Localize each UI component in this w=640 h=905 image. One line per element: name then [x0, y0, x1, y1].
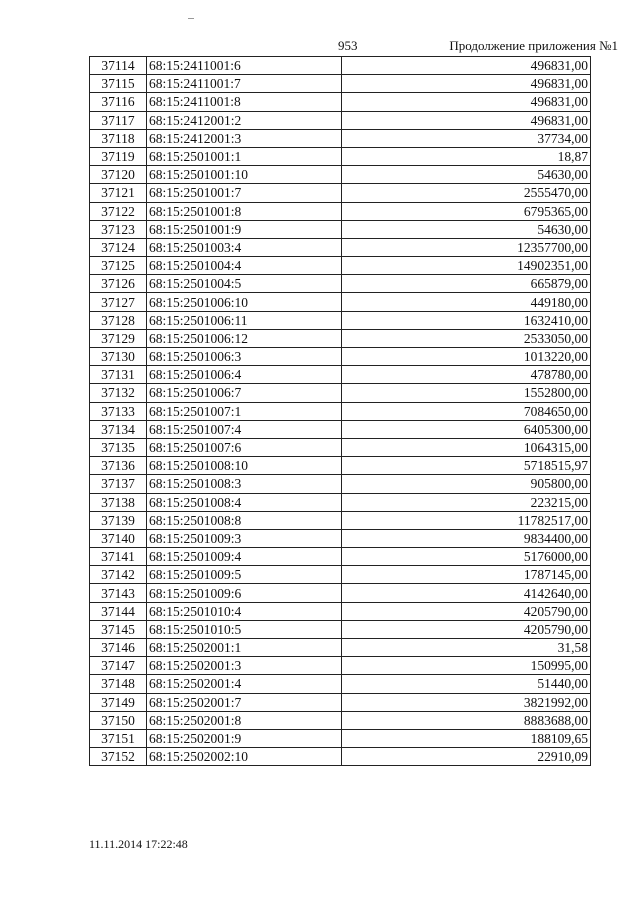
table-body — [90, 57, 591, 766]
row-number-cell: 37132 — [90, 384, 147, 402]
table-row — [90, 657, 591, 675]
table-row — [90, 311, 591, 329]
cadastral-number-cell: 68:15:2501006:3 — [147, 348, 342, 366]
row-number-cell: 37142 — [90, 566, 147, 584]
cadastral-value-cell: 54630,00 — [342, 166, 591, 184]
cadastral-number-cell: 68:15:2501006:11 — [147, 311, 342, 329]
row-number-cell: 37152 — [90, 748, 147, 766]
cadastral-number-cell: 68:15:2411001:8 — [147, 93, 342, 111]
cadastral-number-cell: 68:15:2502001:4 — [147, 675, 342, 693]
cadastral-value-cell: 1013220,00 — [342, 348, 591, 366]
cadastral-value-cell: 9834400,00 — [342, 529, 591, 547]
table-row — [90, 75, 591, 93]
table-row — [90, 729, 591, 747]
cadastral-number-cell: 68:15:2501010:4 — [147, 602, 342, 620]
cadastral-value-cell: 665879,00 — [342, 275, 591, 293]
table-row — [90, 475, 591, 493]
cadastral-number-cell: 68:15:2501006:7 — [147, 384, 342, 402]
row-number-cell: 37133 — [90, 402, 147, 420]
cadastral-number-cell: 68:15:2501010:5 — [147, 620, 342, 638]
cadastral-value-cell: 2555470,00 — [342, 184, 591, 202]
cadastral-number-cell: 68:15:2501009:3 — [147, 529, 342, 547]
cadastral-value-table — [89, 56, 591, 766]
cadastral-value-cell: 5718515,97 — [342, 457, 591, 475]
row-number-cell: 37130 — [90, 348, 147, 366]
row-number-cell: 37116 — [90, 93, 147, 111]
cadastral-number-cell: 68:15:2501008:10 — [147, 457, 342, 475]
cadastral-value-cell: 478780,00 — [342, 366, 591, 384]
row-number-cell: 37123 — [90, 220, 147, 238]
cadastral-value-cell: 18,87 — [342, 147, 591, 165]
row-number-cell: 37146 — [90, 639, 147, 657]
cadastral-value-cell: 223215,00 — [342, 493, 591, 511]
table-row — [90, 220, 591, 238]
row-number-cell: 37137 — [90, 475, 147, 493]
cadastral-value-cell: 5176000,00 — [342, 548, 591, 566]
cadastral-number-cell: 68:15:2501001:1 — [147, 147, 342, 165]
row-number-cell: 37131 — [90, 366, 147, 384]
table-row — [90, 293, 591, 311]
table-row — [90, 384, 591, 402]
cadastral-number-cell: 68:15:2502002:10 — [147, 748, 342, 766]
table-row — [90, 675, 591, 693]
cadastral-number-cell: 68:15:2501001:10 — [147, 166, 342, 184]
table-row — [90, 93, 591, 111]
cadastral-number-cell: 68:15:2501009:4 — [147, 548, 342, 566]
cadastral-number-cell: 68:15:2501007:6 — [147, 438, 342, 456]
cadastral-value-cell: 1787145,00 — [342, 566, 591, 584]
row-number-cell: 37151 — [90, 729, 147, 747]
cadastral-number-cell: 68:15:2502001:8 — [147, 711, 342, 729]
row-number-cell: 37147 — [90, 657, 147, 675]
cadastral-value-cell: 14902351,00 — [342, 257, 591, 275]
table-row — [90, 457, 591, 475]
cadastral-number-cell: 68:15:2501009:5 — [147, 566, 342, 584]
row-number-cell: 37148 — [90, 675, 147, 693]
row-number-cell: 37127 — [90, 293, 147, 311]
cadastral-number-cell: 68:15:2501009:6 — [147, 584, 342, 602]
row-number-cell: 37144 — [90, 602, 147, 620]
cadastral-value-cell: 3821992,00 — [342, 693, 591, 711]
footer-timestamp: 11.11.2014 17:22:48 — [89, 837, 188, 851]
table-row — [90, 184, 591, 202]
cadastral-number-cell: 68:15:2501008:3 — [147, 475, 342, 493]
table-row — [90, 584, 591, 602]
row-number-cell: 37122 — [90, 202, 147, 220]
margin-mark — [188, 18, 194, 19]
table-row — [90, 202, 591, 220]
cadastral-value-cell: 31,58 — [342, 639, 591, 657]
cadastral-value-cell: 905800,00 — [342, 475, 591, 493]
cadastral-value-cell: 4142640,00 — [342, 584, 591, 602]
table-row — [90, 129, 591, 147]
cadastral-number-cell: 68:15:2411001:7 — [147, 75, 342, 93]
table-row — [90, 620, 591, 638]
cadastral-value-cell: 150995,00 — [342, 657, 591, 675]
cadastral-value-cell: 496831,00 — [342, 93, 591, 111]
cadastral-value-cell: 4205790,00 — [342, 620, 591, 638]
cadastral-number-cell: 68:15:2502001:3 — [147, 657, 342, 675]
cadastral-value-cell: 1632410,00 — [342, 311, 591, 329]
table-row — [90, 238, 591, 256]
table-row — [90, 493, 591, 511]
table-row — [90, 348, 591, 366]
cadastral-number-cell: 68:15:2501004:5 — [147, 275, 342, 293]
row-number-cell: 37117 — [90, 111, 147, 129]
cadastral-value-cell: 4205790,00 — [342, 602, 591, 620]
cadastral-value-cell: 51440,00 — [342, 675, 591, 693]
cadastral-number-cell: 68:15:2501006:10 — [147, 293, 342, 311]
cadastral-number-cell: 68:15:2501008:4 — [147, 493, 342, 511]
cadastral-number-cell: 68:15:2411001:6 — [147, 57, 342, 75]
table-row — [90, 639, 591, 657]
table-row — [90, 420, 591, 438]
row-number-cell: 37124 — [90, 238, 147, 256]
table-row — [90, 438, 591, 456]
table-row — [90, 366, 591, 384]
table-row — [90, 711, 591, 729]
table-row — [90, 402, 591, 420]
cadastral-number-cell: 68:15:2501001:9 — [147, 220, 342, 238]
cadastral-value-cell: 11782517,00 — [342, 511, 591, 529]
cadastral-number-cell: 68:15:2502001:9 — [147, 729, 342, 747]
cadastral-value-cell: 496831,00 — [342, 111, 591, 129]
cadastral-value-cell: 22910,09 — [342, 748, 591, 766]
table-row — [90, 748, 591, 766]
row-number-cell: 37118 — [90, 129, 147, 147]
cadastral-value-cell: 6795365,00 — [342, 202, 591, 220]
table-row — [90, 111, 591, 129]
header-title: Продолжение приложения №1 — [449, 38, 618, 53]
row-number-cell: 37143 — [90, 584, 147, 602]
table-row — [90, 147, 591, 165]
row-number-cell: 37138 — [90, 493, 147, 511]
table-row — [90, 529, 591, 547]
row-number-cell: 37134 — [90, 420, 147, 438]
row-number-cell: 37120 — [90, 166, 147, 184]
cadastral-value-cell: 6405300,00 — [342, 420, 591, 438]
cadastral-value-cell: 449180,00 — [342, 293, 591, 311]
cadastral-number-cell: 68:15:2501001:8 — [147, 202, 342, 220]
row-number-cell: 37139 — [90, 511, 147, 529]
table-row — [90, 166, 591, 184]
row-number-cell: 37141 — [90, 548, 147, 566]
row-number-cell: 37145 — [90, 620, 147, 638]
row-number-cell: 37149 — [90, 693, 147, 711]
row-number-cell: 37119 — [90, 147, 147, 165]
cadastral-number-cell: 68:15:2501004:4 — [147, 257, 342, 275]
cadastral-number-cell: 68:15:2412001:3 — [147, 129, 342, 147]
cadastral-value-cell: 54630,00 — [342, 220, 591, 238]
cadastral-number-cell: 68:15:2502001:7 — [147, 693, 342, 711]
table-row — [90, 566, 591, 584]
row-number-cell: 37135 — [90, 438, 147, 456]
row-number-cell: 37150 — [90, 711, 147, 729]
row-number-cell: 37121 — [90, 184, 147, 202]
cadastral-value-cell: 2533050,00 — [342, 329, 591, 347]
table-row — [90, 602, 591, 620]
table-row — [90, 275, 591, 293]
cadastral-value-cell: 37734,00 — [342, 129, 591, 147]
cadastral-number-cell: 68:15:2502001:1 — [147, 639, 342, 657]
row-number-cell: 37128 — [90, 311, 147, 329]
table-row — [90, 329, 591, 347]
cadastral-number-cell: 68:15:2501006:4 — [147, 366, 342, 384]
cadastral-value-cell: 188109,65 — [342, 729, 591, 747]
cadastral-value-cell: 7084650,00 — [342, 402, 591, 420]
cadastral-value-cell: 496831,00 — [342, 75, 591, 93]
table-row — [90, 511, 591, 529]
row-number-cell: 37136 — [90, 457, 147, 475]
table-row — [90, 257, 591, 275]
cadastral-value-cell: 8883688,00 — [342, 711, 591, 729]
cadastral-number-cell: 68:15:2501008:8 — [147, 511, 342, 529]
table-row — [90, 548, 591, 566]
cadastral-value-cell: 1064315,00 — [342, 438, 591, 456]
cadastral-number-cell: 68:15:2501001:7 — [147, 184, 342, 202]
cadastral-number-cell: 68:15:2412001:2 — [147, 111, 342, 129]
row-number-cell: 37114 — [90, 57, 147, 75]
cadastral-value-cell: 12357700,00 — [342, 238, 591, 256]
cadastral-number-cell: 68:15:2501006:12 — [147, 329, 342, 347]
table-row — [90, 693, 591, 711]
cadastral-number-cell: 68:15:2501007:1 — [147, 402, 342, 420]
row-number-cell: 37115 — [90, 75, 147, 93]
row-number-cell: 37129 — [90, 329, 147, 347]
cadastral-value-cell: 496831,00 — [342, 57, 591, 75]
cadastral-number-cell: 68:15:2501007:4 — [147, 420, 342, 438]
row-number-cell: 37125 — [90, 257, 147, 275]
cadastral-number-cell: 68:15:2501003:4 — [147, 238, 342, 256]
page-number: 953 — [338, 38, 358, 53]
table-row — [90, 57, 591, 75]
row-number-cell: 37140 — [90, 529, 147, 547]
cadastral-value-cell: 1552800,00 — [342, 384, 591, 402]
row-number-cell: 37126 — [90, 275, 147, 293]
